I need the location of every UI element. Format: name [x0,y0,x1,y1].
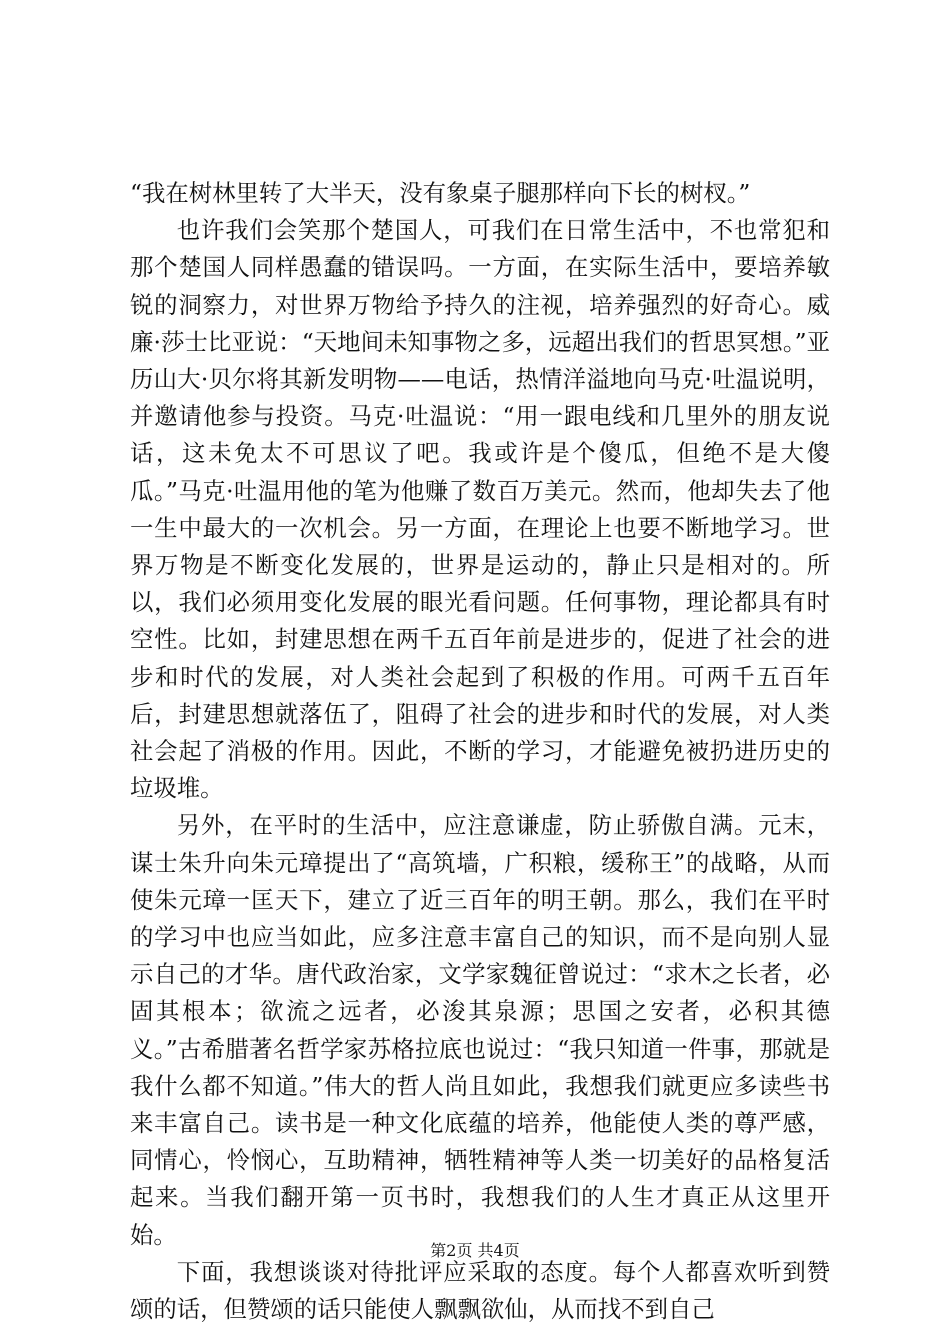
paragraph-modesty: 另外，在平时的生活中，应注意谦虚，防止骄傲自满。元末，谋士朱升向朱元璋提出了“高筑墙，广积粮，缓称王”的战略，从而使朱元璋一匡天下，建立了近三百年的明王朝。那么，我们在平时的学习中也应当如此，应多注意丰富自己的知识，而不是向别人显示自己的才华。唐代政治家，文学家魏征曾说过：“求木之长者，必固其根本；欲流之远者，必浚其泉源；思国之安者，必积其德义。”古希腊著名哲学家苏格拉底也说过：“我只知道一件事，那就是我什么都不知道。”伟大的哲人尚且如此，我想我们就更应多读些书来丰富自己。读书是一种文化底蕴的培养，他能使人类的尊严感，同情心，怜悯心，互助精神，牺牲精神等人类一切美好的品格复活起来。当我们翻开第一页书时，我想我们的人生才真正从这里开始。 [130,811,830,1249]
paragraph-learning: 也许我们会笑那个楚国人，可我们在日常生活中，不也常犯和那个楚国人同样愚蠢的错误吗。一方面，在实际生活中，要培养敏锐的洞察力，对世界万物给予持久的注视，培养强烈的好奇心。威廉·莎士比亚说：“天地间未知事物之多，远超出我们的哲思冥想。”亚历山大·贝尔将其新发明物——电话，热情洋溢地向马克·吐温说明，并邀请他参与投资。马克·吐温说：“用一跟电线和几里外的朋友说话，这未免太不可思议了吧。我或许是个傻瓜，但绝不是大傻瓜。”马克·吐温用他的笔为他赚了数百万美元。然而，他却失去了他一生中最大的一次机会。另一方面，在理论上也要不断地学习。世界万物是不断变化发展的，世界是运动的，静止只是相对的。所以，我们必须用变化发展的眼光看问题。任何事物，理论都具有时空性。比如，封建思想在两千五百年前是进步的，促进了社会的进步和时代的发展，对人类社会起到了积极的作用。可两千五百年后，封建思想就落伍了，阻碍了社会的进步和时代的发展，对人类社会起了消极的作用。因此，不断的学习，才能避免被扔进历史的垃圾堆。 [130,216,830,803]
paragraph-criticism: 下面，我想谈谈对待批评应采取的态度。每个人都喜欢听到赞颂的话，但赞颂的话只能使人飘飘欲仙，从而找不到自己 [130,1257,830,1324]
page-number-footer: 第2页 共4页 [430,1241,520,1260]
paragraph-quote-continuation: “我在树林里转了大半天，没有象桌子腿那样向下长的树杈。” [130,179,751,207]
body-text [130,175,830,1328]
